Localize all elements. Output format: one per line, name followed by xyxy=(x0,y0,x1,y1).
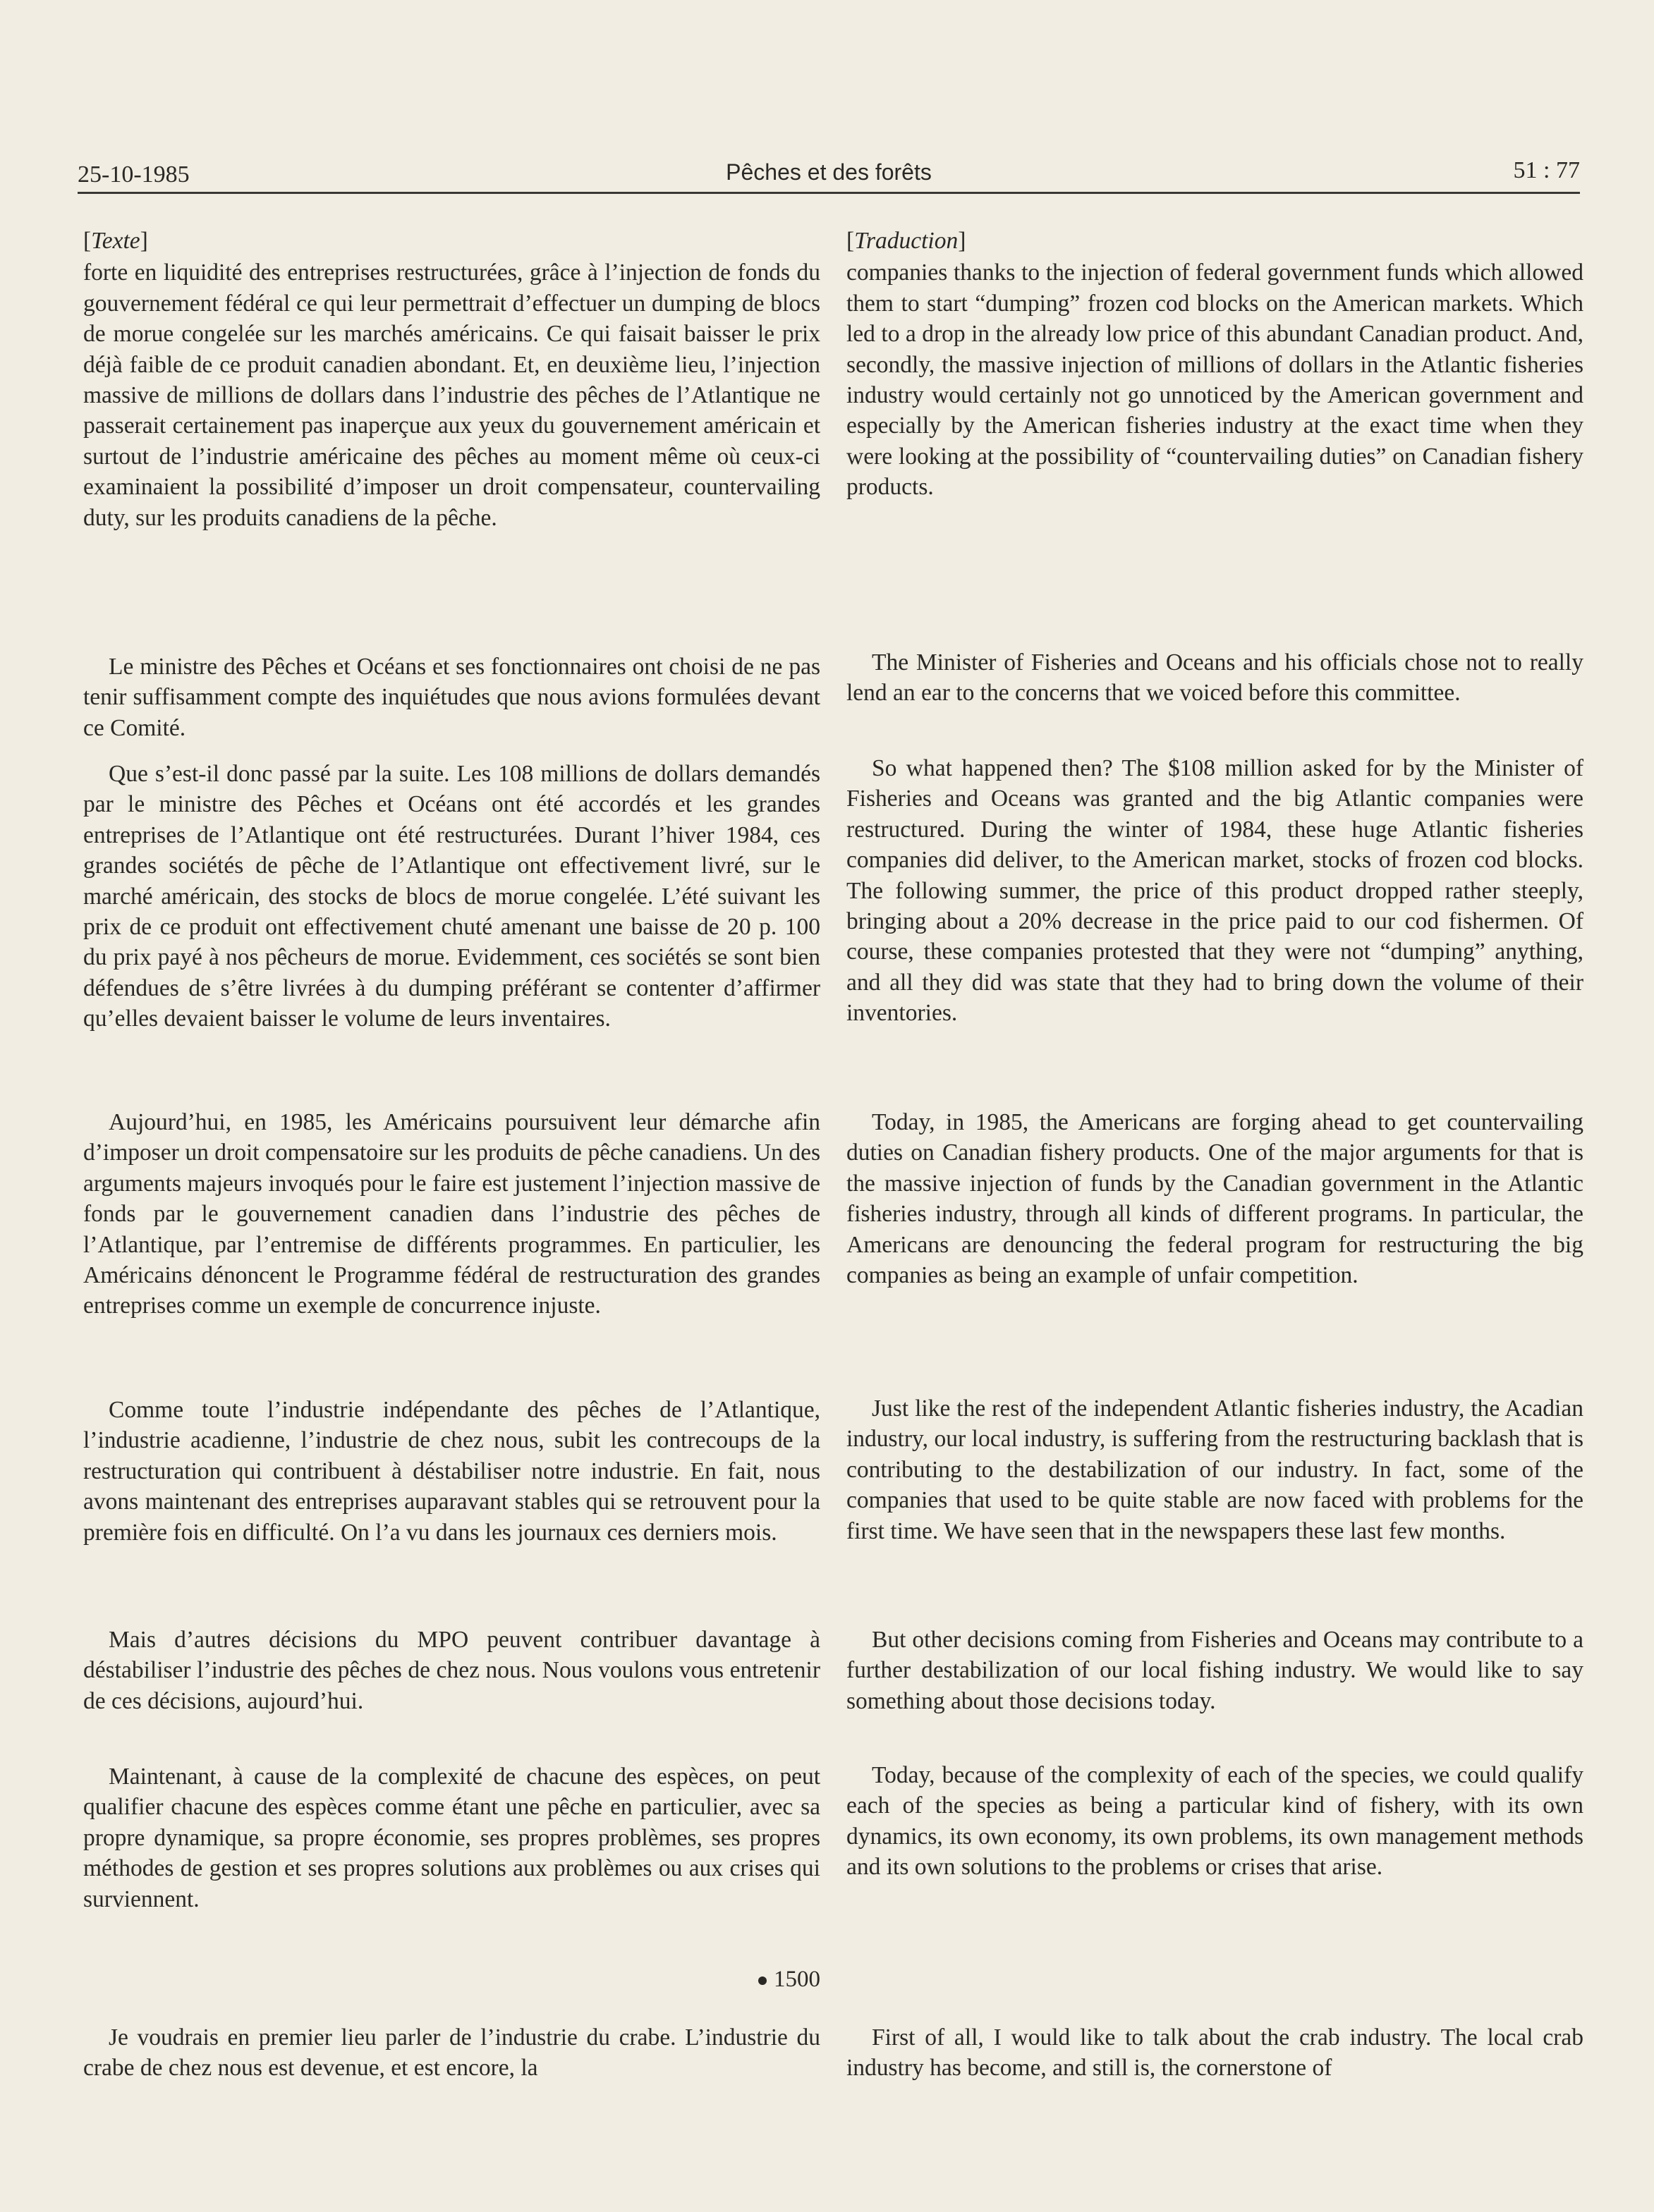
english-block-2 xyxy=(846,647,1583,709)
french-block-5 xyxy=(83,1395,820,1548)
header-date: 25-10-1985 xyxy=(78,161,190,188)
english-paragraph: companies thanks to the injection of federal government funds which allowed them to start “dumping” frozen cod blocks on the American markets. Which led to a drop in the already low price of this abundant Canadian product. And, secondly, the massive injection of millions of dollars in the Atlantic fisheries industry would certainly not go unnoticed by the American government and especially by the American fisheries industry at the exact time when they were looking at the possibility of “countervailing duties” on Canadian fishery products. xyxy=(846,259,1583,501)
french-block-2 xyxy=(83,652,820,743)
bullet-icon xyxy=(758,1976,767,1985)
french-paragraph: Maintenant, à cause de la complexité de chacune des espèces, on peut qualifier chacune des espèces comme étant une pêche en particulier, avec sa propre dynamique, sa propre économie, ses propres problèmes, ses propres méthodes de gestion et ses propres solutions aux problèmes ou aux crises qui surviennent. xyxy=(83,1764,820,1912)
english-block-8 xyxy=(846,2022,1583,2084)
english-tag: [Traduction] xyxy=(846,228,966,254)
french-paragraph: Je voudrais en premier lieu parler de l’industrie du crabe. L’industrie du crabe de chez nous est devenue, et est encore, la xyxy=(83,2024,820,2082)
english-block-5 xyxy=(846,1393,1583,1546)
french-block-7 xyxy=(83,1761,820,1914)
margin-marker: 1500 xyxy=(83,1964,820,1995)
english-paragraph: The Minister of Fisheries and Oceans and his officials chose not to really lend an ear to the concerns that we voiced before this committee. xyxy=(846,649,1583,707)
french-block-3 xyxy=(83,759,820,1034)
english-paragraph: But other decisions coming from Fisheries and Oceans may contribute to a further destabilization of our local fishing industry. We would like to say something about those decisions today. xyxy=(846,1627,1583,1714)
header-rule xyxy=(78,192,1580,194)
english-paragraph: First of all, I would like to talk about the crab industry. The local crab industry has become, and still is, the cornerstone of xyxy=(846,2024,1583,2082)
french-paragraph: Comme toute l’industrie indépendante des pêches de l’Atlantique, l’industrie acadienne, l’industrie de chez nous, subit les contrecoups de la restructuration qui contribuent à déstabiliser notre industrie. En fait, nous avons maintenant des entreprises auparavant stables qui se retrouvent pour la première fois en difficulté. On l’a vu dans les journaux ces derniers mois. xyxy=(83,1397,820,1546)
french-block-8 xyxy=(83,2022,820,2084)
english-paragraph: So what happened then? The $108 million asked for by the Minister of Fisheries and Oceans was granted and the big Atlantic companies were restructured. During the winter of 1984, these huge Atlantic fisheries companies did deliver, to the American market, stocks of frozen cod blocks. The following summer, the price of this product dropped rather steeply, bringing about a 20% decrease in the price paid to our cod fishermen. Of course, these companies protested that they were not “dumping” anything, and all they did was state that they had to bring down the volume of their inventories. xyxy=(846,755,1583,1027)
french-tag: [Texte] xyxy=(83,228,148,254)
english-block-4 xyxy=(846,1107,1583,1290)
french-block-1 xyxy=(83,226,820,533)
french-block-4 xyxy=(83,1107,820,1321)
french-paragraph: Que s’est-il donc passé par la suite. Les 108 millions de dollars demandés par le ministre des Pêches et Océans ont été accordés et les grandes entreprises de l’Atlantique ont été restructurées. Durant l’hiver 1984, ces grandes sociétés de pêche de l’Atlantique ont effectivement livré, sur le marché américain, des stocks de blocs de morue congelée. L’été suivant les prix de ce produit ont effectivement chuté amenant une baisse de 20 p. 100 du prix payé à nos pêcheurs de morue. Evidemment, ces sociétés se sont bien défendues de s’être livrées à du dumping préférant se contenter d’affirmer qu’elles devaient baisser le volume de leurs inventaires. xyxy=(83,761,820,1032)
english-block-7 xyxy=(846,1760,1583,1883)
header-title: Pêches et des forêts xyxy=(726,159,932,185)
french-paragraph: forte en liquidité des entreprises restructurées, grâce à l’injection de fonds du gouvernement fédéral ce qui leur permettrait d’effectuer un dumping de blocs de morue congelée sur les marchés américains. Ce qui faisait baisser le prix déjà faible de ce produit canadien abondant. Et, en deuxième lieu, l’injection massive de millions de dollars dans l’industrie des pêches de l’Atlantique ne passerait certainement pas inaperçue aux yeux du gouvernement américain et surtout de l’industrie américaine des pêches au moment même où ceux-ci examinaient la possibilité d’imposer un droit compensateur, countervailing duty, sur les produits canadiens de la pêche. xyxy=(83,259,820,531)
french-block-6 xyxy=(83,1625,820,1716)
header-page-number: 51 : 77 xyxy=(1513,157,1580,183)
french-paragraph: Mais d’autres décisions du MPO peuvent contribuer davantage à déstabiliser l’industrie des pêches de chez nous. Nous voulons vous entretenir de ces décisions, aujourd’hui. xyxy=(83,1627,820,1714)
page-header xyxy=(78,157,1580,193)
english-block-3 xyxy=(846,753,1583,1029)
french-paragraph: Aujourd’hui, en 1985, les Américains poursuivent leur démarche afin d’imposer un droit compensatoire sur les produits de pêche canadiens. Un des arguments majeurs invoqués pour le faire est justement l’injection massive de fonds par le gouvernement canadien dans l’industrie des pêches de l’Atlantique, par l’entremise de différents programmes. En particulier, les Américains dénoncent le Programme fédéral de restructuration des grandes entreprises comme un exemple de concurrence injuste. xyxy=(83,1109,820,1319)
english-paragraph: Today, because of the complexity of each of the species, we could qualify each of the species as being a particular kind of fishery, with its own dynamics, its own economy, its own problems, its own management methods and its own solutions to the problems or crises that arise. xyxy=(846,1762,1583,1881)
french-paragraph: Le ministre des Pêches et Océans et ses fonctionnaires ont choisi de ne pas tenir suffisamment compte des inquiétudes que nous avions formulées devant ce Comité. xyxy=(83,654,820,741)
english-block-6 xyxy=(846,1625,1583,1716)
english-paragraph: Just like the rest of the independent Atlantic fisheries industry, the Acadian industry, our local industry, is suffering from the restructuring backlash that is contributing to the destabilization of our industry. In fact, some of the companies that used to be quite stable are now faced with problems for the first time. We have seen that in the newspapers these last few months. xyxy=(846,1395,1583,1544)
english-block-1 xyxy=(846,226,1583,503)
english-paragraph: Today, in 1985, the Americans are forging ahead to get countervailing duties on Canadian fishery products. One of the major arguments for that is the massive injection of funds by the Canadian government in the Atlantic fisheries industry, through all kinds of different programs. In particular, the Americans are denouncing the federal program for restructuring the big companies as being an example of unfair competition. xyxy=(846,1109,1583,1289)
